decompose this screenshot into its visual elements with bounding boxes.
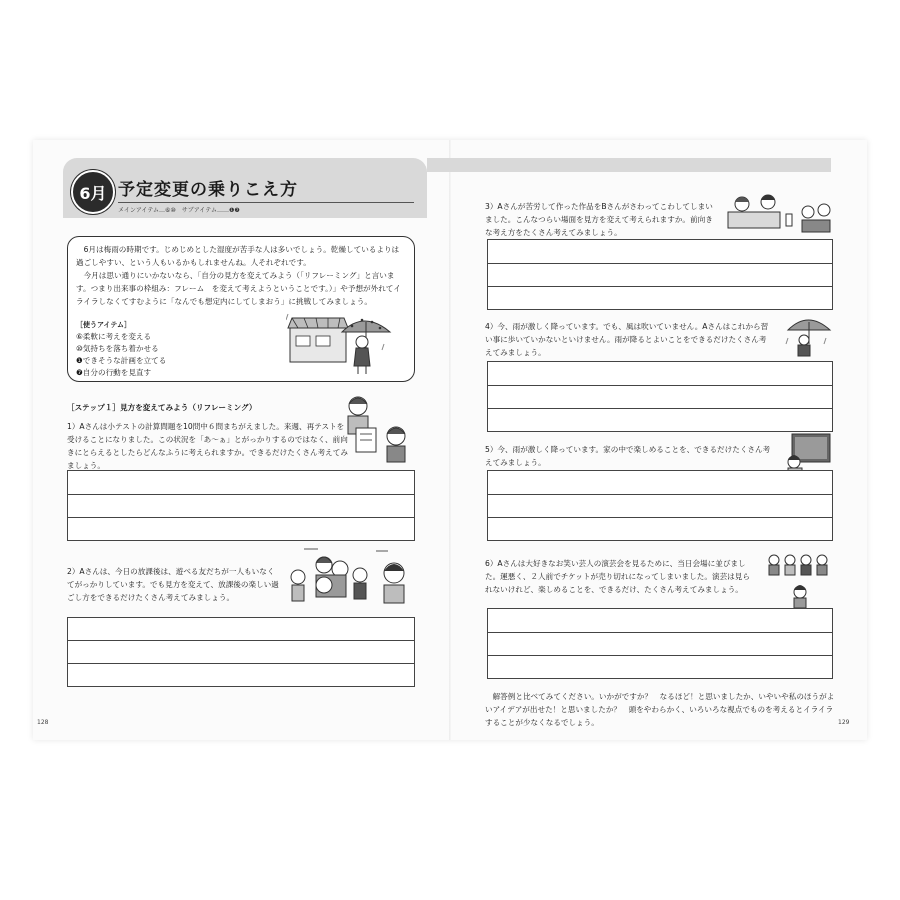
answer-line: [488, 286, 832, 287]
answer-box-3[interactable]: [487, 239, 833, 310]
students-illustration: [342, 392, 414, 464]
header-band: [427, 158, 831, 172]
broken-work-illustration: [724, 190, 834, 236]
items-list: [76, 331, 166, 379]
items-title: ［使うアイテム］: [76, 321, 132, 329]
page-gutter: [449, 140, 451, 740]
list-item: ❼自分の行動を見直す: [76, 368, 152, 377]
answer-line: [68, 663, 414, 664]
answer-line: [488, 385, 832, 386]
answer-line: [68, 517, 414, 518]
page-number-left: 128: [37, 719, 49, 726]
answer-box-2[interactable]: [67, 617, 415, 687]
intro-text: [76, 243, 406, 308]
closing-paragraph: 解答例と比べてみてください。いかがですか？ なるほど！と思いましたか、いやいや私のほうがよいアイデアが出せた！と思いましたか？ 頭をやわらかく、いろいろな視点でものを考えるとイライラすることが少なくなるでしょう。: [485, 692, 835, 727]
answer-box-6[interactable]: [487, 608, 833, 679]
question-6: 6）Aさんは大好きなお笑い芸人の演芸会を見るために、当日会場に並びました。運悪く、２人前でチケットが売り切れになってしまいました。演芸は見られないけれど、楽しめることを、できるだけ、たくさん考えてみましょう。: [485, 559, 750, 594]
closing-text: [485, 690, 835, 729]
question-2: 2）Aさんは、今日の放課後は、遊べる友だちが一人もいなくてがっかりしています。でも見方を変えて、放課後の楽しい過ごし方をできるだけたくさん考えてみましょう。: [67, 567, 279, 602]
answer-line: [488, 263, 832, 264]
friends-illustration: [284, 545, 414, 607]
umbrella-shop-illustration: [286, 310, 396, 378]
rain-walk-illustration: [784, 314, 834, 358]
answer-line: [68, 640, 414, 641]
list-item: ⑥柔軟に考えを変える: [76, 332, 152, 341]
question-1: 1）Aさんは小テストの計算問題を10問中６問まちがえました。来週、再テストを受けることになりました。この状況を「あ～ぁ」とがっかりするのではなく、前向きにとらえるとしたらどんなふうに考えられますか。できるだけたくさん考えてみましょう。: [67, 422, 348, 470]
answer-box-1[interactable]: [67, 470, 415, 541]
answer-line: [68, 494, 414, 495]
queue-illustration: [764, 550, 834, 610]
question-5: 5）今、雨が激しく降っています。家の中で楽しめることを、できるだけたくさん考えてみましょう。: [485, 445, 771, 467]
answer-box-4[interactable]: [487, 361, 833, 432]
question-4: 4）今、雨が激しく降っています。でも、風は吹いていません。Aさんはこれから習い事に歩いていかないといけません。雨が降るとよいことをできるだけたくさん考えてみましょう。: [485, 322, 769, 357]
answer-line: [488, 494, 832, 495]
list-item: ⑩気持ちを落ち着かせる: [76, 344, 159, 353]
page-number-right: 129: [838, 719, 850, 726]
title-rule: [118, 202, 414, 203]
answer-line: [488, 517, 832, 518]
page-title: 予定変更の乗りこえ方: [118, 180, 298, 200]
answer-line: [488, 632, 832, 633]
month-badge: 6月: [71, 170, 115, 214]
intro-paragraph-1: 6月は梅雨の時期です。じめじめとした湿度が苦手な人は多いでしょう。乾燥しているよりは過ごしやすい、という人もいるかもしれませんね。人それぞれです。: [76, 245, 400, 267]
answer-line: [488, 408, 832, 409]
list-item: ❶できそうな計画を立てる: [76, 356, 167, 365]
step1-heading: ［ステップ１］見方を変えてみよう（リフレーミング）: [67, 403, 257, 412]
answer-box-5[interactable]: [487, 470, 833, 541]
question-3: 3）Aさんが苦労して作った作品をBさんがさわってこわしてしまいました。こんなつらい場面を見方を変えて考えられますか。前向きな考え方をたくさん考えてみましょう。: [485, 202, 713, 237]
answer-line: [488, 655, 832, 656]
intro-paragraph-2: 今月は思い通りにいかないなら、「自分の見方を変えてみよう（「リフレーミング」と言います。つまり出来事の枠組み：フレーム を変えて考えようということです。）」や予想が外れてイライラしなくてすむように「なんでも想定内にしてしまおう」に挑戦してみましょう。: [76, 271, 401, 306]
items-line: メインアイテム…⑥⑩ サブアイテム……❶❼: [118, 207, 240, 214]
